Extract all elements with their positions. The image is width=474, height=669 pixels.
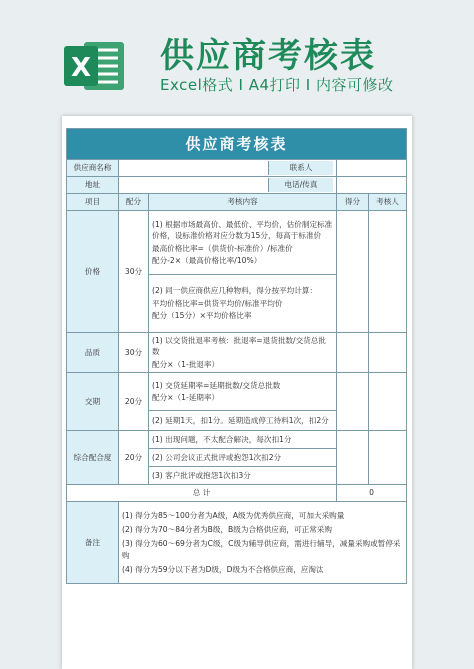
delivery-part2: (2) 延期1天，扣1分。延期造成停工待料1次，扣2分: [149, 411, 337, 431]
header-score: 得分: [337, 194, 369, 211]
coop-line-1: (1) 出现问题，不太配合解决，每次扣1分: [149, 431, 337, 449]
delivery-part1: [149, 373, 337, 411]
assessment-table: [66, 128, 407, 584]
price-part1-line: 配分-2×（最高价格比率/10%）: [152, 255, 262, 265]
coop-line-2: (2) 公司会议正式批评或抱怨1次扣2分: [149, 449, 337, 467]
delivery-label: 交期: [67, 373, 119, 431]
supplier-name-label: 供应商名称: [67, 160, 119, 177]
excel-logo-icon: [62, 40, 126, 92]
remark-line: (1) 得分为85～100分者为A级，A级为优秀供应商，可加大采购量: [122, 510, 345, 520]
delivery-points: 20分: [119, 373, 149, 431]
banner-subtitle: Excel格式 I A4打印 I 内容可修改: [160, 76, 394, 94]
price-points: 30分: [119, 211, 149, 333]
address-label: 地址: [67, 177, 119, 194]
total-label: 总 计: [67, 485, 337, 502]
price-label: 价格: [67, 211, 119, 333]
delivery-assessor-cell[interactable]: [369, 373, 407, 431]
delivery-line: 配分×（1-延期率）: [152, 393, 220, 403]
price-part1-line: 最高价格比率=（供货价-标准价）/标准价: [152, 243, 293, 253]
contact-field[interactable]: [337, 160, 407, 177]
coop-points: 20分: [119, 431, 149, 485]
price-part2-line: (2) 同一供应商供应几种物料，得分按平均计算：: [152, 286, 318, 296]
price-part2: [149, 275, 337, 333]
price-score-cell[interactable]: [337, 211, 369, 333]
remarks-label: 备注: [67, 502, 119, 584]
logo-letter: X: [70, 53, 92, 83]
phone-field[interactable]: [337, 177, 407, 194]
coop-score-cell[interactable]: [337, 431, 369, 485]
quality-points: 30分: [119, 333, 149, 373]
price-part2-line: 配分（15分）×平均价格比率: [152, 311, 252, 321]
quality-content: [149, 333, 337, 373]
remarks-content: [119, 502, 407, 584]
price-assessor-cell[interactable]: [369, 211, 407, 333]
quality-line: (1) 以交货批退率考核：批退率=退货批数/交货总批数: [152, 336, 326, 357]
header-item: 项目: [67, 194, 119, 211]
supplier-name-field[interactable]: [119, 160, 337, 177]
coop-assessor-cell[interactable]: [369, 431, 407, 485]
header-points: 配分: [119, 194, 149, 211]
coop-label: 综合配合度: [67, 431, 119, 485]
remark-line: (2) 得分为70～84分者为B级，B级为合格供应商，可正常采购: [122, 525, 332, 535]
header-row: [67, 194, 407, 211]
delivery-score-cell[interactable]: [337, 373, 369, 431]
delivery-line: (1) 交货延期率=延期批数/交货总批数: [152, 380, 281, 390]
quality-assessor-cell[interactable]: [369, 333, 407, 373]
total-value: 0: [337, 485, 407, 502]
header-content: 考核内容: [149, 194, 337, 211]
banner: [0, 0, 474, 112]
sheet-title: 供应商考核表: [67, 129, 407, 160]
coop-line-3: (3) 客户批评或抱怨1次扣3分: [149, 467, 337, 485]
remark-line: (3) 得分为60～69分者为C级，C级为辅导供应商，需进行辅导，减量采购或暂停采购: [122, 539, 401, 560]
price-part2-line: 平均价格比率=供货平均价/标准平均价: [152, 298, 283, 308]
banner-title: 供应商考核表: [160, 36, 376, 76]
quality-score-cell[interactable]: [337, 333, 369, 373]
header-assessor: 考核人: [369, 194, 407, 211]
phone-label: 电话/传真: [268, 178, 333, 191]
price-part1: [149, 211, 337, 275]
contact-label: 联系人: [268, 161, 333, 174]
quality-line: 配分×（1-批退率）: [152, 359, 220, 369]
quality-label: 品质: [67, 333, 119, 373]
remark-line: (4) 得分为59分以下者为D级，D级为不合格供应商，应淘汰: [122, 565, 324, 575]
address-field[interactable]: [119, 177, 337, 194]
document-paper: [62, 116, 412, 669]
price-part1-line: (1) 根据市场最高价、最低价、平均价，估价制定标准价格，设标准价格对应分数为15分，每高于标准价: [152, 219, 333, 241]
